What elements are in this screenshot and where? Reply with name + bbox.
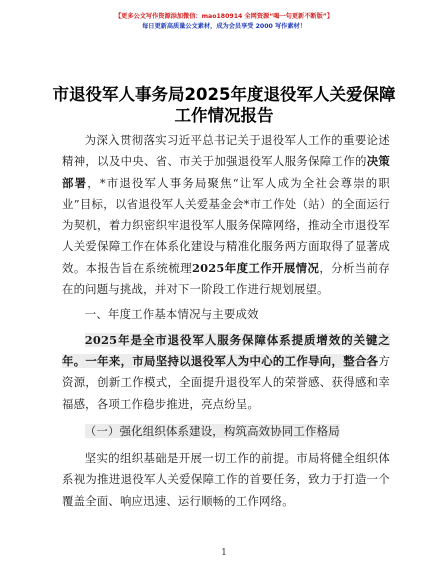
summary-text-2: 方资源，创新工作模式，全面提升退役军人的荣誉感、获得感和幸福感，各项工作稳步推进，亮点纷呈。 [62,353,390,411]
subsection-heading-1 [62,421,390,442]
title-line-1: 市退役军人事务局2025年度退役军人关爱保障 [52,85,396,104]
document-title [0,84,448,126]
title-line-2: 工作情况报告 [174,106,274,125]
intro-paragraph [62,130,390,300]
document-body [62,130,390,512]
subsection-1-paragraph: 坚实的组织基础是开展一切工作的前提。市局将健全组织体系视为推进退役军人关爱保障工作的首要任务，致力于打造一个覆盖全面、响应迅速、运行顺畅的工作网络。 [62,451,390,508]
banner-line-1: 【更多公文写作资源添加微信：mao180914 全网资源“喝一句更新不断版”】 [114,13,334,20]
header-banner [0,12,448,32]
intro-text-3: ，分析当前存在的问题与挑战，并对下一阶段工作进行规划展望。 [62,260,391,297]
summary-paragraph [62,330,390,415]
intro-bold-2: 2025年度工作开展情况 [192,260,320,275]
intro-bold-1: 决策部署 [62,154,390,190]
page-number: 1 [221,548,227,558]
intro-text-1: 为深入贯彻落实习近平总书记关于退役军人工作的重要论述精神，以及中央、省、市关于加强退役军人服务保障工作的 [62,133,390,169]
summary-text-1: 2025年是全市退役军人服务保障体系提质增效的关键之年。一年来，市局坚持以退役军人为中心的工作导向，整合各 [62,332,390,368]
subsection-heading-1-text: （一）强化组织体系建设，构筑高效协同工作格局 [84,423,340,438]
banner-line-2: 每日更新高质量公文素材，成为会员享受 2000 写作素材！ [142,23,306,30]
section-heading-1: 一、年度工作基本情况与主要成效 [84,307,259,322]
intro-text-2: ，*市退役军人事务局聚焦“让军人成为全社会尊崇的职业”目标，以省退役军人关爱基金会*市工作处（站）的全面运行为契机，着力织密织牢退役军人服务保障网络，推动全市退役军人关爱保障工作在体系化建设与精准化服务两方面取得了显著成效。本报告旨在系统梳理 [62,175,390,275]
